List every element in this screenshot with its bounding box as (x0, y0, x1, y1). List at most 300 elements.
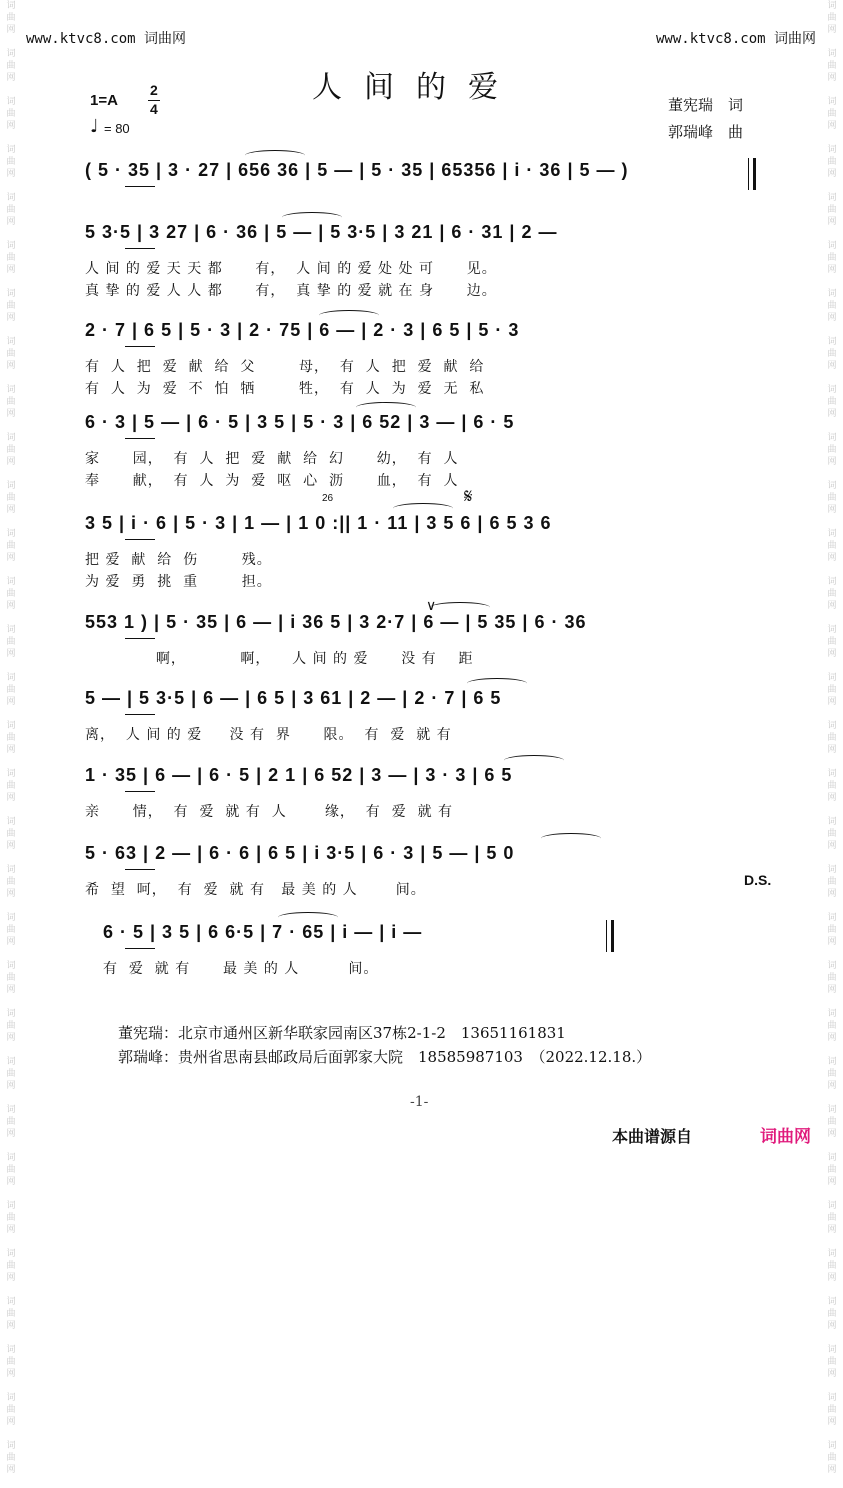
watermark-char: 曲 (827, 685, 837, 695)
music-line (85, 320, 755, 397)
watermark-char: 曲 (827, 733, 837, 743)
lyrics-verse-2: 奉 献， 有 人 为 爱 呕 心 沥 血， 有 人 (85, 473, 459, 489)
watermark-char: 曲 (6, 445, 16, 455)
watermark-char: 曲 (827, 877, 837, 887)
watermark-gap (821, 276, 843, 288)
watermark-char: 网 (827, 217, 837, 227)
watermark-char: 曲 (827, 1213, 837, 1223)
watermark-char: 词 (6, 193, 16, 203)
slur-mark (467, 678, 527, 689)
watermark-gap (0, 564, 22, 576)
watermark-gap (0, 324, 22, 336)
watermark-char: 网 (827, 25, 837, 35)
watermark-char: 网 (827, 505, 837, 515)
watermark-gap (0, 468, 22, 480)
watermark-char: 曲 (827, 157, 837, 167)
watermark-gap (821, 900, 843, 912)
lyrics-verse-1: 亲 情， 有 爱 就 有 人 缘， 有 爱 就 有 (85, 804, 454, 820)
watermark-gap (0, 1428, 22, 1440)
watermark-char: 曲 (6, 1069, 16, 1079)
watermark-char: 曲 (827, 253, 837, 263)
watermark-char: 词 (827, 961, 837, 971)
watermark-char: 网 (6, 121, 16, 131)
watermark-char: 网 (827, 265, 837, 275)
watermark-char: 词 (6, 433, 16, 443)
music-line (85, 412, 755, 489)
watermark-char: 词 (827, 1009, 837, 1019)
watermark-char: 词 (6, 385, 16, 395)
watermark-char: 曲 (827, 637, 837, 647)
watermark-char: 词 (827, 289, 837, 299)
watermark-char: 曲 (6, 301, 16, 311)
watermark-char: 词 (827, 817, 837, 827)
watermark-char: 曲 (6, 1405, 16, 1415)
watermark-gap (821, 996, 843, 1008)
watermark-gap (0, 756, 22, 768)
watermark-char: 词 (827, 49, 837, 59)
watermark-char: 曲 (6, 253, 16, 263)
quarter-note-icon: ♩ (90, 116, 99, 137)
slur-mark (282, 212, 342, 223)
watermark-gap (0, 1092, 22, 1104)
watermark-char: 词 (6, 577, 16, 587)
music-line (85, 843, 755, 898)
watermark-gap (821, 228, 843, 240)
watermark-char: 词 (827, 241, 837, 251)
watermark-char: 曲 (827, 1165, 837, 1175)
watermark-char: 词 (6, 625, 16, 635)
lyrics-verse-1: 有 人 把 爱 献 给 父 母， 有 人 把 爱 献 给 (85, 359, 485, 375)
watermark-char: 曲 (6, 1261, 16, 1271)
notation-text: 2 · 7 | 6 5 | 5 · 3 | 2 · 75 | 6 — | 2 · 3 | 6 5 | 5 · 3 (85, 320, 520, 340)
watermark-char: 词 (827, 1393, 837, 1403)
right-watermark-strip (821, 0, 843, 1475)
watermark-char: 网 (827, 1177, 837, 1187)
watermark-char: 曲 (6, 349, 16, 359)
watermark-char: 网 (827, 697, 837, 707)
watermark-gap (0, 900, 22, 912)
watermark-char: 曲 (6, 1117, 16, 1127)
watermark-char: 网 (827, 361, 837, 371)
watermark-char: 网 (6, 217, 16, 227)
watermark-char: 网 (827, 1033, 837, 1043)
watermark-char: 词 (6, 1153, 16, 1163)
beam-line (125, 438, 155, 439)
slur-mark (356, 402, 416, 413)
watermark-char: 曲 (6, 589, 16, 599)
watermark-char: 词 (827, 577, 837, 587)
watermark-char: 曲 (827, 349, 837, 359)
lyrics-verse-1: 人 间 的 爱 天 天 都 有， 人 间 的 爱 处 处 可 见。 (85, 261, 497, 277)
watermark-char: 曲 (827, 445, 837, 455)
watermark-char: 词 (827, 1297, 837, 1307)
watermark-gap (0, 1332, 22, 1344)
watermark-gap (0, 1140, 22, 1152)
watermark-char: 曲 (827, 109, 837, 119)
watermark-char: 网 (6, 1225, 16, 1235)
watermark-char: 曲 (6, 973, 16, 983)
watermark-char: 网 (827, 121, 837, 131)
watermark-char: 网 (827, 1417, 837, 1427)
music-line (85, 513, 755, 590)
tempo-marking: = 80 (104, 121, 130, 136)
watermark-char: 网 (6, 841, 16, 851)
watermark-char: 网 (827, 793, 837, 803)
watermark-char: 网 (6, 649, 16, 659)
watermark-gap (0, 180, 22, 192)
watermark-char: 网 (6, 793, 16, 803)
watermark-gap (821, 372, 843, 384)
watermark-char: 词 (6, 1393, 16, 1403)
watermark-char: 网 (827, 745, 837, 755)
watermark-gap (0, 1476, 22, 1488)
watermark-gap (821, 564, 843, 576)
watermark-gap (821, 612, 843, 624)
watermark-char: 词 (6, 1105, 16, 1115)
watermark-gap (0, 516, 22, 528)
watermark-char: 词 (827, 1, 837, 11)
watermark-char: 网 (827, 937, 837, 947)
watermark-char: 词 (6, 865, 16, 875)
watermark-char: 曲 (6, 493, 16, 503)
watermark-char: 网 (827, 601, 837, 611)
watermark-char: 曲 (6, 205, 16, 215)
watermark-char: 网 (6, 697, 16, 707)
watermark-gap (821, 804, 843, 816)
watermark-char: 词 (6, 1201, 16, 1211)
music-line (85, 765, 755, 820)
watermark-char: 词 (827, 673, 837, 683)
watermark-gap (0, 1188, 22, 1200)
watermark-gap (0, 1380, 22, 1392)
watermark-gap (821, 180, 843, 192)
watermark-char: 词 (6, 1249, 16, 1259)
watermark-char: 词 (6, 913, 16, 923)
watermark-char: 网 (6, 1177, 16, 1187)
watermark-gap (0, 708, 22, 720)
watermark-char: 词 (827, 721, 837, 731)
beam-line (125, 248, 155, 249)
watermark-char: 网 (6, 313, 16, 323)
notation-text: 5 · 63 | 2 — | 6 · 6 | 6 5 | i 3·5 | 6 · 3 | 5 — | 5 0 (85, 843, 515, 863)
ds-marking: D.S. (744, 872, 772, 888)
watermark-char: 曲 (827, 13, 837, 23)
watermark-char: 词 (6, 1297, 16, 1307)
watermark-gap (821, 948, 843, 960)
music-line (85, 612, 755, 667)
beam-line (125, 948, 155, 949)
watermark-char: 曲 (827, 1357, 837, 1367)
watermark-char: 词 (6, 337, 16, 347)
beam-line (125, 346, 155, 347)
watermark-char: 曲 (827, 205, 837, 215)
lyrics-verse-1: 啊， 啊， 人 间 的 爱 没 有 距 (85, 651, 474, 667)
slur-mark (541, 833, 601, 844)
watermark-char: 曲 (827, 397, 837, 407)
time-signature-bottom: 4 (150, 101, 158, 117)
watermark-char: 词 (6, 961, 16, 971)
notation-text: 553 1 ) | 5 · 35 | 6 — | i 36 5 | 3 2·7 | 6 — | 5 35 | 6 · 36 (85, 612, 587, 632)
site-url-left[interactable]: www.ktvc8.com 词曲网 (26, 31, 187, 47)
watermark-char: 曲 (827, 541, 837, 551)
watermark-char: 词 (827, 1105, 837, 1115)
lyrics-verse-1: 离， 人 间 的 爱 没 有 界 限。 有 爱 就 有 (85, 727, 452, 743)
watermark-char: 曲 (6, 637, 16, 647)
watermark-gap (0, 996, 22, 1008)
double-barline (748, 158, 756, 190)
double-barline (606, 920, 614, 952)
watermark-char: 词 (6, 721, 16, 731)
notation-text: 1 · 35 | 6 — | 6 · 5 | 2 1 | 6 52 | 3 — | 3 · 3 | 6 5 (85, 765, 513, 785)
watermark-char: 网 (6, 505, 16, 515)
watermark-gap (0, 84, 22, 96)
watermark-char: 词 (6, 1, 16, 11)
watermark-char: 曲 (827, 61, 837, 71)
watermark-char: 网 (827, 1321, 837, 1331)
watermark-char: 词 (827, 1249, 837, 1259)
page-number: -1- (410, 1094, 429, 1110)
watermark-gap (821, 36, 843, 48)
watermark-char: 曲 (6, 1357, 16, 1367)
watermark-char: 曲 (827, 1021, 837, 1031)
watermark-char: 曲 (6, 1021, 16, 1031)
lyricist-address: 董宪瑞：北京市通州区新华联家园南区37栋2-1-2 13651161831 (118, 1024, 566, 1042)
watermark-char: 曲 (6, 877, 16, 887)
watermark-char: 网 (827, 1369, 837, 1379)
watermark-char: 词 (827, 97, 837, 107)
watermark-char: 网 (827, 1129, 837, 1139)
time-signature-top: 2 (150, 82, 158, 98)
beam-line (125, 638, 155, 639)
watermark-char: 曲 (827, 589, 837, 599)
watermark-char: 网 (6, 1465, 16, 1475)
watermark-gap (821, 1284, 843, 1296)
notation-text: 5 — | 5 3·5 | 6 — | 6 5 | 3 61 | 2 — | 2 · 7 | 6 5 (85, 688, 502, 708)
watermark-char: 网 (6, 265, 16, 275)
watermark-char: 曲 (6, 157, 16, 167)
beam-line (125, 186, 155, 187)
watermark-char: 词 (6, 529, 16, 539)
watermark-char: 曲 (6, 397, 16, 407)
watermark-char: 词 (827, 769, 837, 779)
watermark-char: 网 (6, 1129, 16, 1139)
watermark-char: 网 (827, 73, 837, 83)
watermark-char: 曲 (6, 61, 16, 71)
watermark-char: 网 (827, 841, 837, 851)
site-url-right[interactable]: www.ktvc8.com 词曲网 (656, 31, 817, 47)
watermark-gap (0, 1044, 22, 1056)
watermark-char: 词 (827, 625, 837, 635)
watermark-char: 网 (6, 361, 16, 371)
segno-icon: 𝄋 (464, 484, 473, 508)
watermark-char: 曲 (6, 1453, 16, 1463)
notation-text: 5 3·5 | 3 27 | 6 · 36 | 5 — | 5 3·5 | 3 21 | 6 · 31 | 2 — (85, 222, 558, 242)
watermark-char: 网 (827, 313, 837, 323)
watermark-char: 网 (827, 649, 837, 659)
lyricist-credit: 董宪瑞 词 (668, 96, 744, 114)
watermark-gap (0, 132, 22, 144)
watermark-char: 词 (6, 241, 16, 251)
watermark-gap (0, 948, 22, 960)
watermark-char: 网 (827, 985, 837, 995)
watermark-char: 词 (827, 385, 837, 395)
lyrics-verse-2: 为 爱 勇 挑 重 担。 (85, 574, 272, 590)
watermark-char: 曲 (6, 541, 16, 551)
watermark-char: 词 (6, 1441, 16, 1451)
watermark-gap (0, 372, 22, 384)
music-line (85, 160, 755, 198)
watermark-char: 网 (6, 1033, 16, 1043)
watermark-gap (0, 804, 22, 816)
watermark-char: 曲 (827, 925, 837, 935)
watermark-char: 曲 (6, 925, 16, 935)
watermark-gap (0, 1236, 22, 1248)
watermark-gap (821, 1188, 843, 1200)
watermark-char: 网 (6, 601, 16, 611)
composer-address: 郭瑞峰：贵州省思南县邮政局后面郭家大院 18585987103 （2022.12.18.） (118, 1048, 652, 1066)
watermark-char: 词 (6, 1057, 16, 1067)
watermark-gap (821, 1380, 843, 1392)
watermark-char: 网 (6, 1369, 16, 1379)
lyrics-verse-1: 家 园， 有 人 把 爱 献 给 幻 幼， 有 人 (85, 451, 459, 467)
watermark-char: 词 (6, 97, 16, 107)
watermark-gap (0, 612, 22, 624)
watermark-gap (821, 708, 843, 720)
watermark-gap (821, 1092, 843, 1104)
notation-text: ( 5 · 35 | 3 · 27 | 656 36 | 5 — | 5 · 35 | 65356 | i · 36 | 5 — ) (85, 160, 629, 180)
watermark-char: 网 (6, 937, 16, 947)
watermark-char: 网 (827, 1225, 837, 1235)
watermark-gap (0, 420, 22, 432)
watermark-char: 曲 (827, 493, 837, 503)
watermark-char: 词 (827, 433, 837, 443)
watermark-char: 网 (827, 1465, 837, 1475)
watermark-gap (821, 1236, 843, 1248)
notation-text: 3 5 | i · 6 | 5 · 3 | 1 — | 1 0 :|| 1 · 11 | 3 5 6 | 6 5 3 6 (85, 513, 552, 533)
watermark-char: 网 (6, 25, 16, 35)
watermark-char: 词 (827, 913, 837, 923)
watermark-char: 曲 (827, 1117, 837, 1127)
notation-text: 6 · 5 | 3 5 | 6 6·5 | 7 · 65 | i — | i — (103, 922, 423, 942)
watermark-char: 网 (6, 169, 16, 179)
watermark-char: 网 (6, 1081, 16, 1091)
watermark-char: 曲 (6, 1213, 16, 1223)
watermark-char: 曲 (827, 781, 837, 791)
watermark-char: 曲 (6, 1165, 16, 1175)
watermark-char: 词 (827, 1153, 837, 1163)
watermark-gap (0, 228, 22, 240)
music-line (85, 222, 755, 299)
watermark-gap (821, 852, 843, 864)
watermark-char: 词 (6, 481, 16, 491)
watermark-char: 曲 (6, 685, 16, 695)
watermark-char: 网 (827, 1273, 837, 1283)
watermark-gap (821, 1140, 843, 1152)
beam-line (125, 869, 155, 870)
watermark-char: 网 (6, 1321, 16, 1331)
watermark-char: 词 (827, 529, 837, 539)
watermark-char: 网 (6, 1417, 16, 1427)
watermark-gap (821, 756, 843, 768)
music-line (85, 922, 755, 977)
watermark-char: 网 (827, 553, 837, 563)
key-signature: 1=A (90, 92, 118, 109)
notation-text: 6 · 3 | 5 — | 6 · 5 | 3 5 | 5 · 3 | 6 52 | 3 — | 6 · 5 (85, 412, 515, 432)
watermark-gap (0, 660, 22, 672)
watermark-char: 网 (6, 889, 16, 899)
watermark-gap (0, 1284, 22, 1296)
watermark-char: 曲 (827, 1453, 837, 1463)
slur-mark (504, 755, 564, 766)
watermark-char: 网 (827, 409, 837, 419)
watermark-char: 网 (6, 985, 16, 995)
watermark-char: 词 (827, 1441, 837, 1451)
watermark-char: 词 (827, 865, 837, 875)
watermark-char: 曲 (827, 1309, 837, 1319)
watermark-char: 曲 (6, 109, 16, 119)
watermark-char: 网 (827, 457, 837, 467)
watermark-char: 词 (6, 817, 16, 827)
composer-credit: 郭瑞峰 曲 (668, 123, 744, 141)
song-title: 人间的爱 (312, 70, 520, 105)
music-line (85, 688, 755, 743)
watermark-gap (821, 420, 843, 432)
slur-mark (393, 503, 453, 514)
watermark-char: 网 (827, 1081, 837, 1091)
grace-note-marker: 26 (322, 493, 334, 504)
watermark-gap (821, 1428, 843, 1440)
watermark-char: 词 (827, 145, 837, 155)
watermark-char: 曲 (827, 973, 837, 983)
watermark-char: 词 (827, 1201, 837, 1211)
watermark-gap (821, 1332, 843, 1344)
beam-line (125, 791, 155, 792)
watermark-gap (0, 852, 22, 864)
watermark-gap (821, 84, 843, 96)
watermark-gap (821, 660, 843, 672)
watermark-gap (821, 324, 843, 336)
watermark-char: 网 (6, 457, 16, 467)
watermark-char: 网 (6, 409, 16, 419)
lyrics-verse-2: 真 挚 的 爱 人 人 都 有， 真 挚 的 爱 就 在 身 边。 (85, 283, 497, 299)
watermark-char: 曲 (827, 1261, 837, 1271)
watermark-char: 曲 (6, 829, 16, 839)
left-watermark-strip (0, 0, 22, 1475)
watermark-char: 曲 (827, 301, 837, 311)
watermark-char: 网 (6, 1273, 16, 1283)
watermark-char: 词 (6, 145, 16, 155)
watermark-char: 词 (827, 337, 837, 347)
watermark-char: 网 (827, 169, 837, 179)
watermark-char: 词 (6, 1345, 16, 1355)
watermark-char: 网 (6, 73, 16, 83)
watermark-gap (821, 1044, 843, 1056)
lyrics-verse-1: 有 爱 就 有 最 美 的 人 间。 (103, 961, 379, 977)
watermark-char: 曲 (827, 1405, 837, 1415)
beam-line (125, 714, 155, 715)
watermark-gap (821, 468, 843, 480)
watermark-char: 词 (6, 769, 16, 779)
watermark-char: 网 (6, 745, 16, 755)
slur-mark (245, 150, 305, 161)
watermark-char: 曲 (827, 1069, 837, 1079)
beam-line (125, 539, 155, 540)
watermark-char: 词 (827, 481, 837, 491)
source-site-link[interactable]: 词曲网 (760, 1127, 811, 1147)
watermark-char: 曲 (6, 1309, 16, 1319)
watermark-gap (821, 516, 843, 528)
lyrics-verse-1: 希 望 呵， 有 爱 就 有 最 美 的 人 间。 (85, 882, 426, 898)
